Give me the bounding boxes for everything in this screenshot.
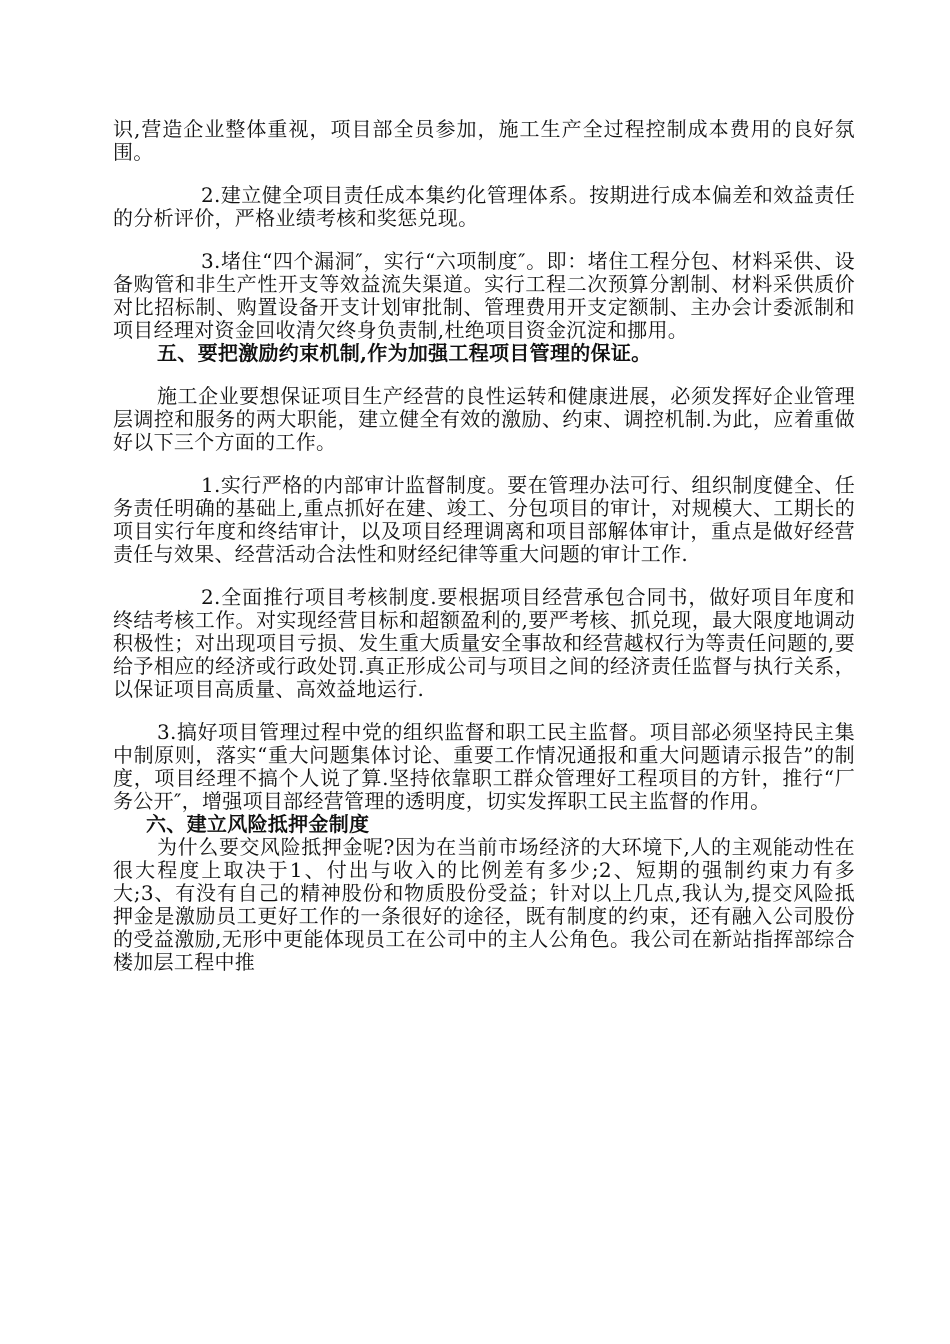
paragraph-section-five-intro: 施工企业要想保证项目生产经营的良性运转和健康进展，必须发挥好企业管理层调控和服务的两大职能，建立健全有效的激励、约束、调控机制.为此，应着重做好以下三个方面的工作。 [113,384,855,454]
section-heading-six: 六、建立风险抵押金制度 [146,812,370,836]
paragraph-item-3-four-loopholes: 3.堵住“四个漏洞″，实行“六项制度″。即：堵住工程分包、材料采供、设备购管和非生产性开支等效益流失渠道。实行工程二次预算分割制、材料采供质价对比招标制、购置设备开支计划审批制、管理费用开支定额制、主办会计委派制和项目经理对资金回收清欠终身负责制,杜绝项目资金沉淀和挪用。 [113,249,855,342]
paragraph-item-3-supervision: 3.搞好项目管理过程中党的组织监督和职工民主监督。项目部必须坚持民主集中制原则，落实“重大问题集体讨论、重要工作情况通报和重大问题请示报告”的制度，项目经理不搞个人说了算.坚持依靠职工群众管理好工程项目的方针，推行“厂务公开″，增强项目部经营管理的透明度，切实发挥职工民主监督的作用。 [113,720,855,813]
paragraph-section-six-body: 为什么要交风险抵押金呢?因为在当前市场经济的大环境下,人的主观能动性在很大程度上取决于1、付出与收入的比例差有多少;2、短期的强制约束力有多大;3、有没有自己的精神股份和物质股份受益；针对以上几点,我认为,提交风险抵押金是激励员工更好工作的一条很好的途径，既有制度的约束，还有融入公司股份的受益激励,无形中更能体现员工在公司中的主人公角色。我公司在新站指挥部综合楼加层工程中推 [113,835,855,974]
paragraph-item-2-assessment: 2.全面推行项目考核制度.要根据项目经营承包合同书，做好项目年度和终结考核工作。对实现经营目标和超额盈利的,要严考核、抓兑现，最大限度地调动积极性；对出现项目亏损、发生重大质量安全事故和经营越权行为等责任问题的,要给予相应的经济或行政处罚.真正形成公司与项目之间的经济责任监督与执行关系，以保证项目高质量、高效益地运行. [113,585,855,701]
paragraph-continuation: 识,营造企业整体重视，项目部全员参加，施工生产全过程控制成本费用的良好氛围。 [113,117,855,164]
paragraph-item-2-cost-system: 2.建立健全项目责任成本集约化管理体系。按期进行成本偏差和效益责任的分析评价，严格业绩考核和奖惩兑现。 [113,183,855,230]
document-page [113,118,855,974]
section-heading-five: 五、要把激励约束机制,作为加强工程项目管理的保证。 [157,341,652,365]
paragraph-item-1-audit: 1.实行严格的内部审计监督制度。要在管理办法可行、组织制度健全、任务责任明确的基础上,重点抓好在建、竣工、分包项目的审计，对规模大、工期长的项目实行年度和终结审计，以及项目经理调离和项目部解体审计，重点是做好经营责任与效果、经营活动合法性和财经纪律等重大问题的审计工作. [113,473,855,566]
